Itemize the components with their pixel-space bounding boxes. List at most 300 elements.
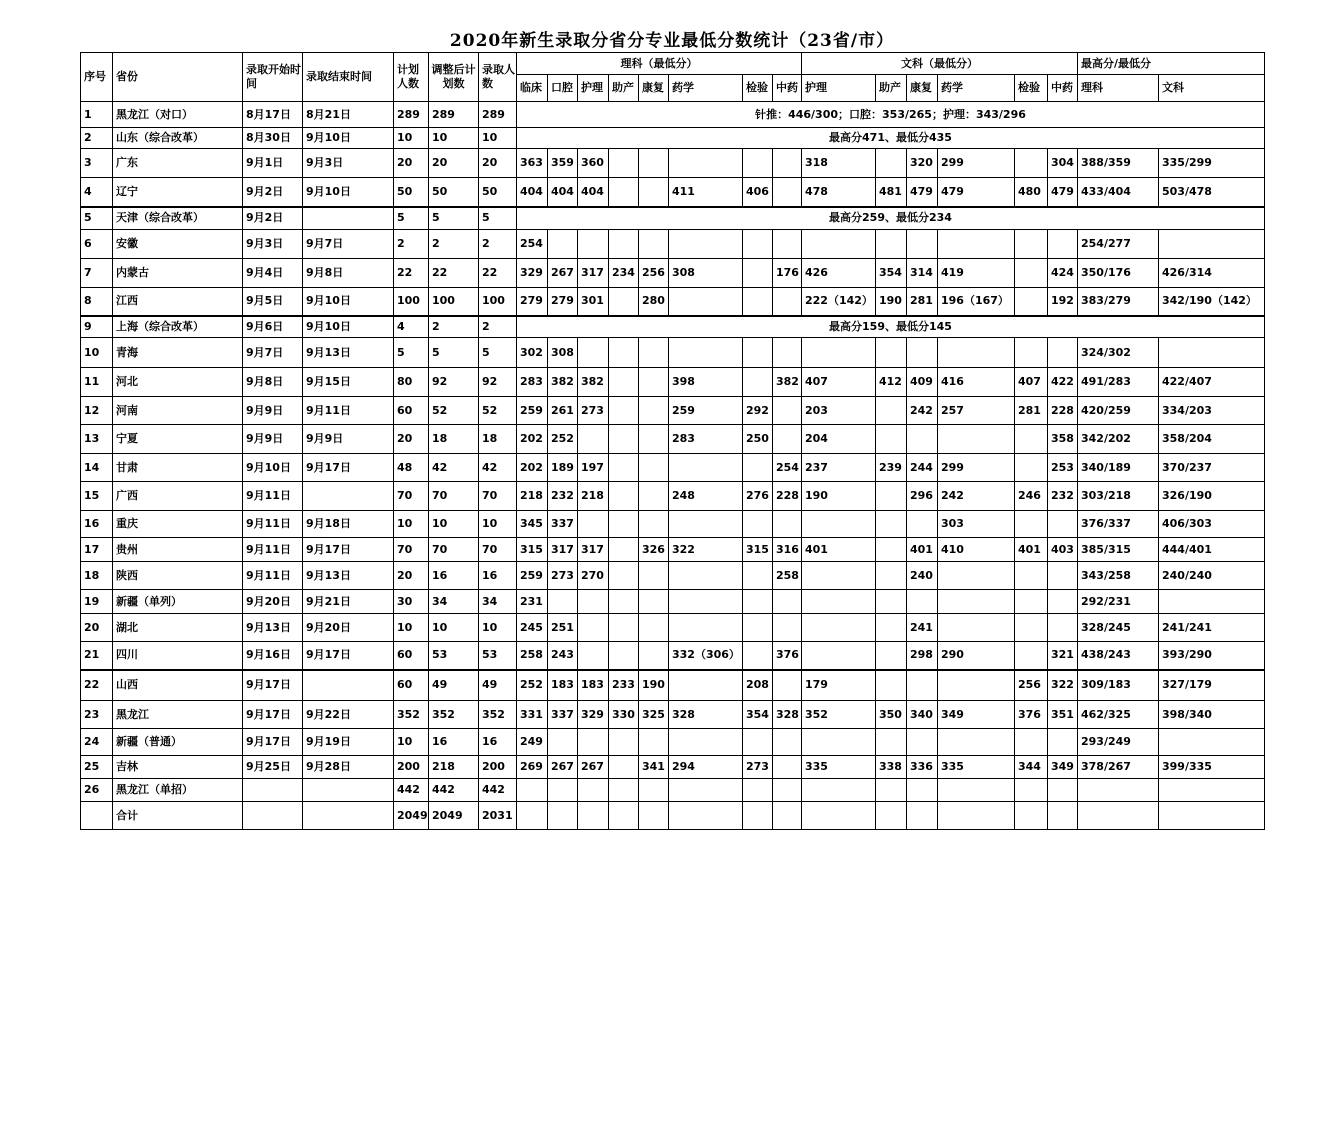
max-min-cell: 342/190（142）	[1159, 288, 1265, 316]
row-admitted-count: 2	[479, 230, 517, 259]
science-score-cell: 345	[517, 511, 548, 538]
row-admitted-count: 352	[479, 701, 517, 729]
science-score-cell	[743, 149, 773, 178]
arts-score-cell: 256	[1015, 670, 1048, 701]
header-arts-major: 中药	[1048, 75, 1078, 102]
row-province: 合计	[113, 802, 243, 830]
science-score-cell: 251	[548, 614, 578, 642]
arts-score-cell	[876, 397, 907, 425]
row-province: 河南	[113, 397, 243, 425]
arts-score-cell: 257	[938, 397, 1015, 425]
science-score-cell: 273	[578, 397, 609, 425]
arts-score-cell: 228	[1048, 397, 1078, 425]
science-score-cell	[609, 425, 639, 454]
science-score-cell: 330	[609, 701, 639, 729]
science-score-cell	[773, 779, 802, 802]
science-score-cell	[578, 729, 609, 756]
arts-score-cell: 376	[1015, 701, 1048, 729]
science-score-cell	[609, 642, 639, 670]
table-row	[81, 230, 1265, 259]
max-min-cell	[1159, 729, 1265, 756]
science-score-cell: 269	[517, 756, 548, 779]
max-min-cell: 303/218	[1078, 482, 1159, 511]
row-plan-count: 10	[394, 128, 429, 149]
row-province: 天津（综合改革）	[113, 207, 243, 230]
max-min-cell: 324/302	[1078, 338, 1159, 368]
arts-score-cell	[876, 538, 907, 562]
science-score-cell: 259	[517, 562, 548, 590]
arts-score-cell	[938, 590, 1015, 614]
row-admitted-count: 49	[479, 670, 517, 701]
science-score-cell	[743, 614, 773, 642]
science-score-cell: 261	[548, 397, 578, 425]
arts-score-cell	[1015, 259, 1048, 288]
max-min-cell: 358/204	[1159, 425, 1265, 454]
arts-score-cell	[907, 670, 938, 701]
arts-score-cell	[876, 729, 907, 756]
row-plan-count: 100	[394, 288, 429, 316]
arts-score-cell	[1015, 149, 1048, 178]
row-plan-count: 289	[394, 102, 429, 128]
arts-score-cell	[802, 230, 876, 259]
arts-score-cell: 354	[876, 259, 907, 288]
arts-score-cell: 322	[1048, 670, 1078, 701]
header-arts-major: 药学	[938, 75, 1015, 102]
row-start-date: 9月20日	[243, 590, 303, 614]
science-score-cell: 322	[669, 538, 743, 562]
science-score-cell	[743, 288, 773, 316]
row-province: 湖北	[113, 614, 243, 642]
row-adjusted-plan: 92	[429, 368, 479, 397]
science-score-cell: 273	[548, 562, 578, 590]
row-admitted-count: 70	[479, 538, 517, 562]
row-start-date: 9月1日	[243, 149, 303, 178]
science-score-cell	[548, 802, 578, 830]
science-score-cell: 218	[517, 482, 548, 511]
science-score-cell: 308	[669, 259, 743, 288]
table-row	[81, 207, 1265, 230]
science-score-cell: 317	[548, 538, 578, 562]
arts-score-cell	[802, 338, 876, 368]
row-plan-count: 70	[394, 482, 429, 511]
science-score-cell	[773, 397, 802, 425]
science-score-cell	[548, 590, 578, 614]
table-row	[81, 288, 1265, 316]
document-title: 2020年新生录取分省分专业最低分数统计（23省/市）	[449, 31, 895, 51]
row-start-date: 9月10日	[243, 454, 303, 482]
table-row	[81, 614, 1265, 642]
arts-score-cell	[1015, 779, 1048, 802]
science-score-cell	[669, 338, 743, 368]
row-province: 宁夏	[113, 425, 243, 454]
table-row	[81, 368, 1265, 397]
table-row	[81, 756, 1265, 779]
row-start-date: 9月7日	[243, 338, 303, 368]
arts-score-cell	[1015, 338, 1048, 368]
row-seq: 3	[81, 149, 113, 178]
header-seq: 序号	[81, 53, 113, 102]
table-row	[81, 149, 1265, 178]
max-min-cell: 503/478	[1159, 178, 1265, 207]
science-score-cell	[639, 562, 669, 590]
row-start-date: 8月17日	[243, 102, 303, 128]
arts-score-cell: 426	[802, 259, 876, 288]
science-score-cell	[578, 230, 609, 259]
science-score-cell	[773, 670, 802, 701]
arts-score-cell: 352	[802, 701, 876, 729]
science-score-cell: 259	[517, 397, 548, 425]
arts-score-cell: 237	[802, 454, 876, 482]
science-score-cell	[773, 614, 802, 642]
row-end-date: 9月19日	[303, 729, 394, 756]
max-min-cell: 328/245	[1078, 614, 1159, 642]
science-score-cell: 283	[669, 425, 743, 454]
science-score-cell: 315	[743, 538, 773, 562]
science-score-cell	[773, 149, 802, 178]
science-score-cell: 254	[773, 454, 802, 482]
row-province: 青海	[113, 338, 243, 368]
arts-score-cell	[938, 338, 1015, 368]
max-min-cell: 462/325	[1078, 701, 1159, 729]
row-adjusted-plan: 442	[429, 779, 479, 802]
science-score-cell	[773, 802, 802, 830]
arts-score-cell: 246	[1015, 482, 1048, 511]
header-science-major: 中药	[773, 75, 802, 102]
table-row	[81, 590, 1265, 614]
row-admitted-count: 200	[479, 756, 517, 779]
science-score-cell	[639, 178, 669, 207]
row-adjusted-plan: 218	[429, 756, 479, 779]
row-seq: 19	[81, 590, 113, 614]
row-province: 山西	[113, 670, 243, 701]
table-row	[81, 538, 1265, 562]
science-score-cell: 294	[669, 756, 743, 779]
header-start-time: 录取开始时间	[243, 53, 303, 102]
arts-score-cell: 290	[938, 642, 1015, 670]
header-max-min-group: 最高分/最低分	[1078, 53, 1265, 75]
arts-score-cell: 203	[802, 397, 876, 425]
arts-score-cell	[1015, 590, 1048, 614]
science-score-cell: 231	[517, 590, 548, 614]
science-score-cell: 256	[639, 259, 669, 288]
row-summary-note: 针推：446/300；口腔：353/265；护理：343/296	[517, 102, 1265, 128]
row-province: 广东	[113, 149, 243, 178]
row-admitted-count: 10	[479, 614, 517, 642]
row-end-date: 9月10日	[303, 316, 394, 338]
science-score-cell: 248	[669, 482, 743, 511]
row-province: 吉林	[113, 756, 243, 779]
science-score-cell: 329	[517, 259, 548, 288]
arts-score-cell	[938, 779, 1015, 802]
max-min-cell	[1159, 590, 1265, 614]
row-plan-count: 60	[394, 670, 429, 701]
science-score-cell	[609, 802, 639, 830]
arts-score-cell	[1015, 642, 1048, 670]
science-score-cell	[743, 259, 773, 288]
science-score-cell: 360	[578, 149, 609, 178]
max-min-cell: 376/337	[1078, 511, 1159, 538]
row-end-date: 9月17日	[303, 642, 394, 670]
arts-score-cell	[1048, 614, 1078, 642]
row-end-date	[303, 802, 394, 830]
arts-score-cell	[938, 425, 1015, 454]
row-start-date: 9月8日	[243, 368, 303, 397]
row-province: 四川	[113, 642, 243, 670]
science-score-cell	[773, 288, 802, 316]
row-admitted-count: 10	[479, 128, 517, 149]
arts-score-cell: 244	[907, 454, 938, 482]
science-score-cell: 301	[578, 288, 609, 316]
science-score-cell	[669, 802, 743, 830]
row-adjusted-plan: 34	[429, 590, 479, 614]
row-seq: 23	[81, 701, 113, 729]
row-start-date: 8月30日	[243, 128, 303, 149]
science-score-cell: 232	[548, 482, 578, 511]
arts-score-cell: 298	[907, 642, 938, 670]
row-plan-count: 22	[394, 259, 429, 288]
max-min-cell: 292/231	[1078, 590, 1159, 614]
row-start-date: 9月2日	[243, 207, 303, 230]
max-min-cell: 438/243	[1078, 642, 1159, 670]
arts-score-cell	[907, 230, 938, 259]
arts-score-cell: 401	[907, 538, 938, 562]
row-province: 陕西	[113, 562, 243, 590]
science-score-cell: 329	[578, 701, 609, 729]
row-admitted-count: 42	[479, 454, 517, 482]
science-score-cell: 183	[578, 670, 609, 701]
science-score-cell: 331	[517, 701, 548, 729]
science-score-cell	[773, 729, 802, 756]
row-adjusted-plan: 42	[429, 454, 479, 482]
row-summary-note: 最高分471、最低分435	[517, 128, 1265, 149]
row-end-date: 9月9日	[303, 425, 394, 454]
science-score-cell: 292	[743, 397, 773, 425]
arts-score-cell: 351	[1048, 701, 1078, 729]
arts-score-cell: 281	[1015, 397, 1048, 425]
row-plan-count: 20	[394, 562, 429, 590]
row-admitted-count: 92	[479, 368, 517, 397]
science-score-cell	[639, 397, 669, 425]
science-score-cell: 252	[548, 425, 578, 454]
science-score-cell	[639, 779, 669, 802]
row-adjusted-plan: 2	[429, 230, 479, 259]
row-end-date: 9月17日	[303, 454, 394, 482]
science-score-cell: 279	[548, 288, 578, 316]
science-score-cell	[639, 642, 669, 670]
science-score-cell	[773, 756, 802, 779]
row-start-date: 9月3日	[243, 230, 303, 259]
science-score-cell: 245	[517, 614, 548, 642]
row-plan-count: 30	[394, 590, 429, 614]
science-score-cell: 411	[669, 178, 743, 207]
science-score-cell: 252	[517, 670, 548, 701]
science-score-cell: 337	[548, 511, 578, 538]
row-start-date: 9月25日	[243, 756, 303, 779]
science-score-cell	[639, 802, 669, 830]
row-adjusted-plan: 289	[429, 102, 479, 128]
row-end-date	[303, 779, 394, 802]
table-row	[81, 701, 1265, 729]
arts-score-cell: 242	[907, 397, 938, 425]
row-admitted-count: 16	[479, 562, 517, 590]
science-score-cell	[609, 590, 639, 614]
science-score-cell: 317	[578, 259, 609, 288]
row-summary-note: 最高分259、最低分234	[517, 207, 1265, 230]
science-score-cell	[639, 511, 669, 538]
science-score-cell: 190	[639, 670, 669, 701]
row-end-date: 9月7日	[303, 230, 394, 259]
row-start-date: 9月11日	[243, 482, 303, 511]
arts-score-cell: 479	[907, 178, 938, 207]
science-score-cell	[609, 288, 639, 316]
row-start-date: 9月16日	[243, 642, 303, 670]
arts-score-cell	[1015, 425, 1048, 454]
arts-score-cell: 478	[802, 178, 876, 207]
science-score-cell	[669, 614, 743, 642]
arts-score-cell	[1048, 230, 1078, 259]
science-score-cell: 243	[548, 642, 578, 670]
science-score-cell: 316	[773, 538, 802, 562]
row-summary-note: 最高分159、最低分145	[517, 316, 1265, 338]
table-row	[81, 316, 1265, 338]
table-row	[81, 338, 1265, 368]
row-plan-count: 50	[394, 178, 429, 207]
row-province: 广西	[113, 482, 243, 511]
max-min-cell: 398/340	[1159, 701, 1265, 729]
max-min-cell: 343/258	[1078, 562, 1159, 590]
row-seq: 7	[81, 259, 113, 288]
arts-score-cell	[1048, 338, 1078, 368]
arts-score-cell	[876, 779, 907, 802]
row-adjusted-plan: 20	[429, 149, 479, 178]
arts-score-cell: 338	[876, 756, 907, 779]
arts-score-cell	[907, 425, 938, 454]
row-seq: 8	[81, 288, 113, 316]
row-plan-count: 10	[394, 511, 429, 538]
science-score-cell	[743, 779, 773, 802]
table-row	[81, 670, 1265, 701]
science-score-cell: 258	[773, 562, 802, 590]
row-province: 黑龙江（对口）	[113, 102, 243, 128]
row-admitted-count: 50	[479, 178, 517, 207]
science-score-cell: 326	[639, 538, 669, 562]
science-score-cell	[743, 230, 773, 259]
arts-score-cell: 480	[1015, 178, 1048, 207]
row-admitted-count: 16	[479, 729, 517, 756]
arts-score-cell	[802, 590, 876, 614]
arts-score-cell	[907, 338, 938, 368]
row-plan-count: 10	[394, 614, 429, 642]
row-admitted-count: 18	[479, 425, 517, 454]
arts-score-cell: 296	[907, 482, 938, 511]
arts-score-cell: 241	[907, 614, 938, 642]
max-min-cell: 241/241	[1159, 614, 1265, 642]
row-plan-count: 80	[394, 368, 429, 397]
row-plan-count: 4	[394, 316, 429, 338]
row-plan-count: 20	[394, 149, 429, 178]
row-admitted-count: 10	[479, 511, 517, 538]
science-score-cell	[639, 368, 669, 397]
row-seq: 16	[81, 511, 113, 538]
arts-score-cell	[876, 425, 907, 454]
row-seq: 24	[81, 729, 113, 756]
arts-score-cell	[876, 562, 907, 590]
row-plan-count: 352	[394, 701, 429, 729]
arts-score-cell: 409	[907, 368, 938, 397]
science-score-cell: 259	[669, 397, 743, 425]
arts-score-cell: 318	[802, 149, 876, 178]
science-score-cell: 249	[517, 729, 548, 756]
arts-score-cell: 179	[802, 670, 876, 701]
table-row	[81, 802, 1265, 830]
arts-score-cell	[907, 729, 938, 756]
row-plan-count: 5	[394, 338, 429, 368]
science-score-cell	[609, 729, 639, 756]
arts-score-cell	[876, 149, 907, 178]
header-row-groups	[81, 53, 1265, 75]
table-row	[81, 397, 1265, 425]
row-adjusted-plan: 49	[429, 670, 479, 701]
row-seq: 25	[81, 756, 113, 779]
row-end-date: 9月8日	[303, 259, 394, 288]
science-score-cell	[669, 729, 743, 756]
row-seq: 20	[81, 614, 113, 642]
science-score-cell: 280	[639, 288, 669, 316]
science-score-cell	[773, 425, 802, 454]
science-score-cell	[609, 178, 639, 207]
row-end-date: 9月28日	[303, 756, 394, 779]
max-min-cell: 385/315	[1078, 538, 1159, 562]
row-admitted-count: 100	[479, 288, 517, 316]
row-plan-count: 70	[394, 538, 429, 562]
row-plan-count: 2049	[394, 802, 429, 830]
science-score-cell: 382	[548, 368, 578, 397]
row-province: 贵州	[113, 538, 243, 562]
arts-score-cell: 401	[802, 538, 876, 562]
arts-score-cell: 407	[1015, 368, 1048, 397]
science-score-cell: 234	[609, 259, 639, 288]
science-score-cell	[609, 562, 639, 590]
science-score-cell: 354	[743, 701, 773, 729]
row-end-date: 9月18日	[303, 511, 394, 538]
science-score-cell	[639, 482, 669, 511]
row-admitted-count: 5	[479, 338, 517, 368]
row-plan-count: 60	[394, 397, 429, 425]
science-score-cell: 363	[517, 149, 548, 178]
max-min-cell: 370/237	[1159, 454, 1265, 482]
row-end-date: 9月10日	[303, 178, 394, 207]
arts-score-cell	[907, 802, 938, 830]
science-score-cell	[669, 511, 743, 538]
arts-score-cell: 204	[802, 425, 876, 454]
science-score-cell	[578, 779, 609, 802]
row-adjusted-plan: 2	[429, 316, 479, 338]
header-arts-major: 检验	[1015, 75, 1048, 102]
science-score-cell: 183	[548, 670, 578, 701]
science-score-cell	[773, 590, 802, 614]
row-admitted-count: 70	[479, 482, 517, 511]
science-score-cell: 208	[743, 670, 773, 701]
arts-score-cell: 479	[1048, 178, 1078, 207]
row-start-date: 9月4日	[243, 259, 303, 288]
row-province: 甘肃	[113, 454, 243, 482]
science-score-cell	[609, 149, 639, 178]
header-arts-major: 护理	[802, 75, 876, 102]
row-end-date: 9月13日	[303, 338, 394, 368]
arts-score-cell	[1048, 779, 1078, 802]
max-min-cell: 327/179	[1159, 670, 1265, 701]
row-start-date: 9月2日	[243, 178, 303, 207]
